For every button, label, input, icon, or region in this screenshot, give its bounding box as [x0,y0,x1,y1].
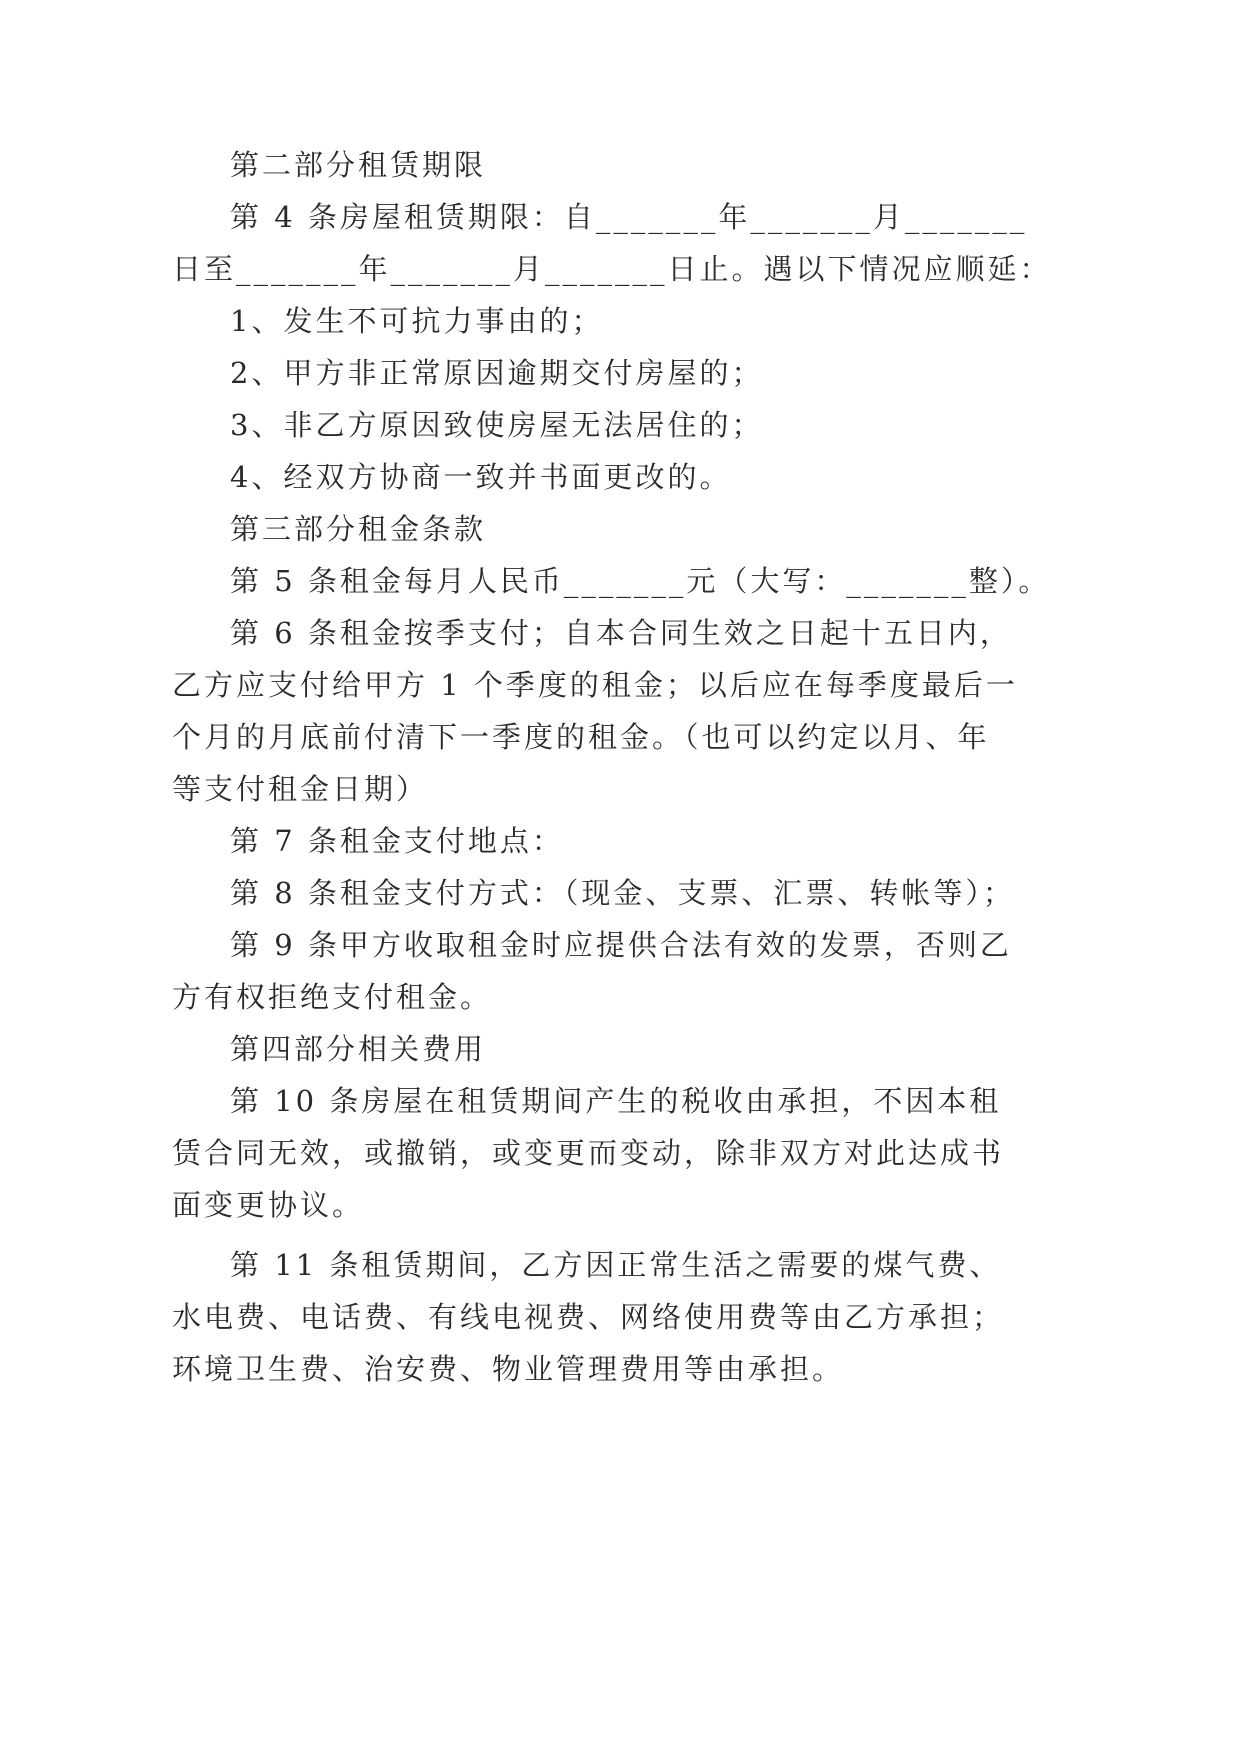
paragraph-line: 水电费、电话费、有线电视费、网络使用费等由乙方承担； [172,1300,1005,1334]
paragraph-line: 环境卫生费、治安费、物业管理费用等由承担。 [172,1352,845,1386]
paragraph-line: 方有权拒绝支付租金。 [172,980,493,1014]
list-item: 4、经双方协商一致并书面更改的。 [230,460,732,494]
section-heading-lease-term: 第二部分租赁期限 [230,148,487,182]
paragraph-line: 第 8 条租金支付方式：（现金、支票、汇票、转帐等）； [230,876,1015,910]
list-item: 2、甲方非正常原因逾期交付房屋的； [230,356,764,390]
paragraph-line: 乙方应支付给甲方 1 个季度的租金；以后应在每季度最后一 [172,668,1018,702]
paragraph-line: 第 6 条租金按季支付；自本合同生效之日起十五日内， [230,616,1012,650]
paragraph-line: 个月的月底前付清下一季度的租金。（也可以约定以月、年 [172,720,990,754]
paragraph-line: 第 10 条房屋在租赁期间产生的税收由承担，不因本租 [230,1084,1002,1118]
section-heading-rent-terms: 第三部分租金条款 [230,512,487,546]
paragraph-line: 第 5 条租金每月人民币_______元（大写：_______整）。 [230,564,1051,598]
paragraph-line: 第 4 条房屋租赁期限：自_______年_______月_______ [230,200,1028,234]
paragraph-line: 等支付租金日期） [172,772,429,806]
list-item: 3、非乙方原因致使房屋无法居住的； [230,408,764,442]
paragraph-line: 面变更协议。 [172,1188,365,1222]
paragraph-line: 第 11 条租赁期间，乙方因正常生活之需要的煤气费、 [230,1248,1002,1282]
paragraph-line: 第 9 条甲方收取租金时应提供合法有效的发票，否则乙 [230,928,1012,962]
paragraph-line: 日至_______年_______月_______日止。遇以下情况应顺延： [172,252,1052,286]
section-heading-related-fees: 第四部分相关费用 [230,1032,487,1066]
paragraph-line: 赁合同无效，或撤销，或变更而变动，除非双方对此达成书 [172,1136,1005,1170]
paragraph-line: 第 7 条租金支付地点： [230,824,564,858]
list-item: 1、发生不可抗力事由的； [230,304,604,338]
